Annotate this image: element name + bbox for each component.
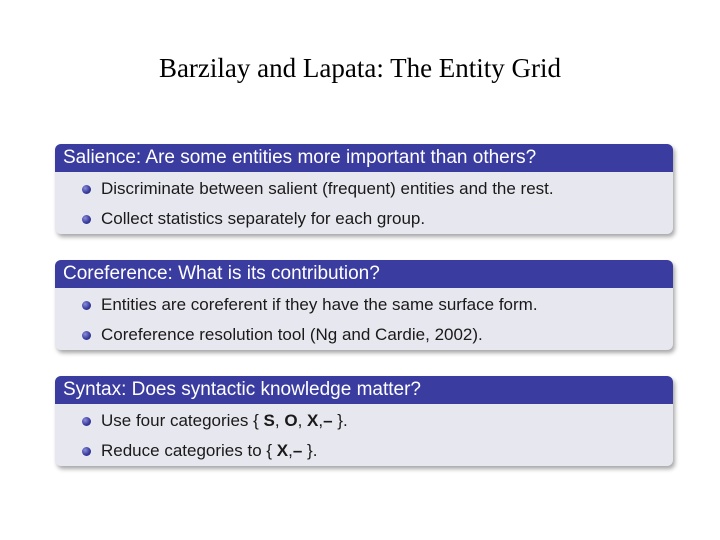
list-item: [55, 320, 673, 350]
block-header-coreference: Coreference: What is its contribution?: [55, 260, 673, 288]
list-item: [55, 406, 673, 436]
sphere-bullet-icon: [82, 447, 91, 456]
sphere-bullet-icon: [82, 331, 91, 340]
list-item-text: Coreference resolution tool (Ng and Cardie, 2002).: [101, 325, 483, 344]
list-item-text: Collect statistics separately for each group.: [101, 209, 426, 228]
list-item: [55, 204, 673, 234]
sphere-bullet-icon: [82, 417, 91, 426]
list-item: [55, 290, 673, 320]
slide-title: Barzilay and Lapata: The Entity Grid: [158, 53, 562, 83]
list-item: [55, 436, 673, 466]
list-item-text: Reduce categories to { X,– }.: [101, 441, 318, 460]
block-header-syntax: Syntax: Does syntactic knowledge matter?: [55, 376, 673, 404]
list-item-text: Entities are coreferent if they have the same surface form.: [101, 295, 538, 314]
syntax-block: [55, 376, 673, 466]
block-body-syntax: [55, 404, 673, 466]
sphere-bullet-icon: [82, 301, 91, 310]
block-body-coreference: [55, 288, 673, 350]
list-item: [55, 174, 673, 204]
sphere-bullet-icon: [82, 185, 91, 194]
salience-block: [55, 144, 673, 234]
list-item-text: Use four categories { S, O, X,– }.: [101, 411, 348, 430]
list-item-text: Discriminate between salient (frequent) entities and the rest.: [101, 179, 554, 198]
block-header-salience: Salience: Are some entities more important than others?: [55, 144, 673, 172]
block-body-salience: [55, 172, 673, 234]
coreference-block: [55, 260, 673, 350]
sphere-bullet-icon: [82, 215, 91, 224]
